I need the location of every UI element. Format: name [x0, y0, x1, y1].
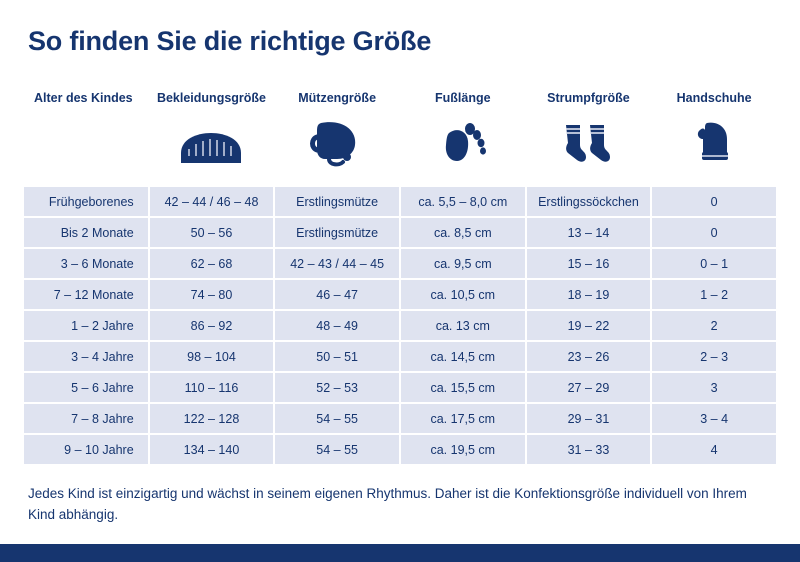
cell-sock-size: 29 – 31 — [527, 404, 651, 433]
table-row — [24, 342, 776, 371]
cell-sock-size: 23 – 26 — [527, 342, 651, 371]
cell-age: Bis 2 Monate — [24, 218, 148, 247]
cell-glove-size: 4 — [652, 435, 776, 464]
cell-age: 3 – 6 Monate — [24, 249, 148, 278]
footnote-text: Jedes Kind ist einzigartig und wächst in seinem eigenen Rhythmus. Daher ist die Konfektionsgröße individuell von Ihrem Kind abhängig. — [28, 486, 747, 522]
column-header-label: Handschuhe — [676, 91, 752, 105]
cell-clothing-size: 110 – 116 — [150, 373, 274, 402]
footprint-icon — [401, 111, 525, 167]
cell-sock-size: Erstlingssöckchen — [527, 187, 651, 216]
cell-sock-size: 18 – 19 — [527, 280, 651, 309]
table-row — [24, 280, 776, 309]
column-header-label: Strumpfgröße — [547, 91, 630, 105]
cell-hat-size: 42 – 43 / 44 – 45 — [275, 249, 399, 278]
cell-clothing-size: 98 – 104 — [150, 342, 274, 371]
cell-glove-size: 2 — [652, 311, 776, 340]
cell-hat-size: 54 – 55 — [275, 404, 399, 433]
cell-clothing-size: 134 – 140 — [150, 435, 274, 464]
measuring-tape-icon — [150, 111, 274, 167]
size-table — [22, 75, 778, 466]
cell-sock-size: 19 – 22 — [527, 311, 651, 340]
cell-hat-size: 46 – 47 — [275, 280, 399, 309]
cell-hat-size: Erstlingsmütze — [275, 218, 399, 247]
table-row — [24, 187, 776, 216]
table-row — [24, 404, 776, 433]
cell-clothing-size: 122 – 128 — [150, 404, 274, 433]
cell-hat-size: 48 – 49 — [275, 311, 399, 340]
cell-glove-size: 0 – 1 — [652, 249, 776, 278]
column-header-clothing-size — [150, 77, 274, 185]
column-header-age — [24, 77, 148, 185]
cell-age: 9 – 10 Jahre — [24, 435, 148, 464]
cell-age: 7 – 12 Monate — [24, 280, 148, 309]
mitten-icon — [652, 111, 776, 167]
table-body — [24, 187, 776, 464]
table-row — [24, 435, 776, 464]
cell-sock-size: 13 – 14 — [527, 218, 651, 247]
cell-glove-size: 0 — [652, 187, 776, 216]
column-header-label: Alter des Kindes — [34, 91, 133, 105]
cell-sock-size: 31 – 33 — [527, 435, 651, 464]
cell-hat-size: Erstlingsmütze — [275, 187, 399, 216]
cell-foot-length: ca. 17,5 cm — [401, 404, 525, 433]
cell-glove-size: 2 – 3 — [652, 342, 776, 371]
table-header — [24, 77, 776, 185]
page-title: So finden Sie die richtige Größe — [28, 26, 432, 56]
cell-age: 5 – 6 Jahre — [24, 373, 148, 402]
cell-clothing-size: 74 – 80 — [150, 280, 274, 309]
table-row — [24, 373, 776, 402]
cell-glove-size: 1 – 2 — [652, 280, 776, 309]
column-header-gloves — [652, 77, 776, 185]
cell-foot-length: ca. 5,5 – 8,0 cm — [401, 187, 525, 216]
column-header-label: Fußlänge — [435, 91, 491, 105]
cell-foot-length: ca. 13 cm — [401, 311, 525, 340]
baby-bonnet-icon — [275, 111, 399, 167]
table-row — [24, 311, 776, 340]
column-header-foot-length — [401, 77, 525, 185]
socks-icon — [527, 111, 651, 167]
cell-foot-length: ca. 15,5 cm — [401, 373, 525, 402]
cell-foot-length: ca. 9,5 cm — [401, 249, 525, 278]
cell-sock-size: 15 – 16 — [527, 249, 651, 278]
bottom-brand-bar — [0, 544, 800, 562]
cell-glove-size: 0 — [652, 218, 776, 247]
column-header-label: Bekleidungsgröße — [156, 91, 266, 105]
cell-foot-length: ca. 19,5 cm — [401, 435, 525, 464]
cell-clothing-size: 42 – 44 / 46 – 48 — [150, 187, 274, 216]
cell-clothing-size: 50 – 56 — [150, 218, 274, 247]
column-header-hat-size — [275, 77, 399, 185]
cell-foot-length: ca. 8,5 cm — [401, 218, 525, 247]
cell-hat-size: 50 – 51 — [275, 342, 399, 371]
cell-glove-size: 3 — [652, 373, 776, 402]
cell-glove-size: 3 – 4 — [652, 404, 776, 433]
cell-age: Frühgeborenes — [24, 187, 148, 216]
table-header-row — [24, 77, 776, 185]
cell-clothing-size: 86 – 92 — [150, 311, 274, 340]
column-header-label: Mützengröße — [298, 91, 377, 105]
cell-foot-length: ca. 10,5 cm — [401, 280, 525, 309]
cell-age: 1 – 2 Jahre — [24, 311, 148, 340]
cell-sock-size: 27 – 29 — [527, 373, 651, 402]
cell-hat-size: 52 – 53 — [275, 373, 399, 402]
cell-clothing-size: 62 – 68 — [150, 249, 274, 278]
cell-age: 3 – 4 Jahre — [24, 342, 148, 371]
cell-foot-length: ca. 14,5 cm — [401, 342, 525, 371]
cell-hat-size: 54 – 55 — [275, 435, 399, 464]
cell-age: 7 – 8 Jahre — [24, 404, 148, 433]
table-row — [24, 218, 776, 247]
table-row — [24, 249, 776, 278]
column-header-sock-size — [527, 77, 651, 185]
